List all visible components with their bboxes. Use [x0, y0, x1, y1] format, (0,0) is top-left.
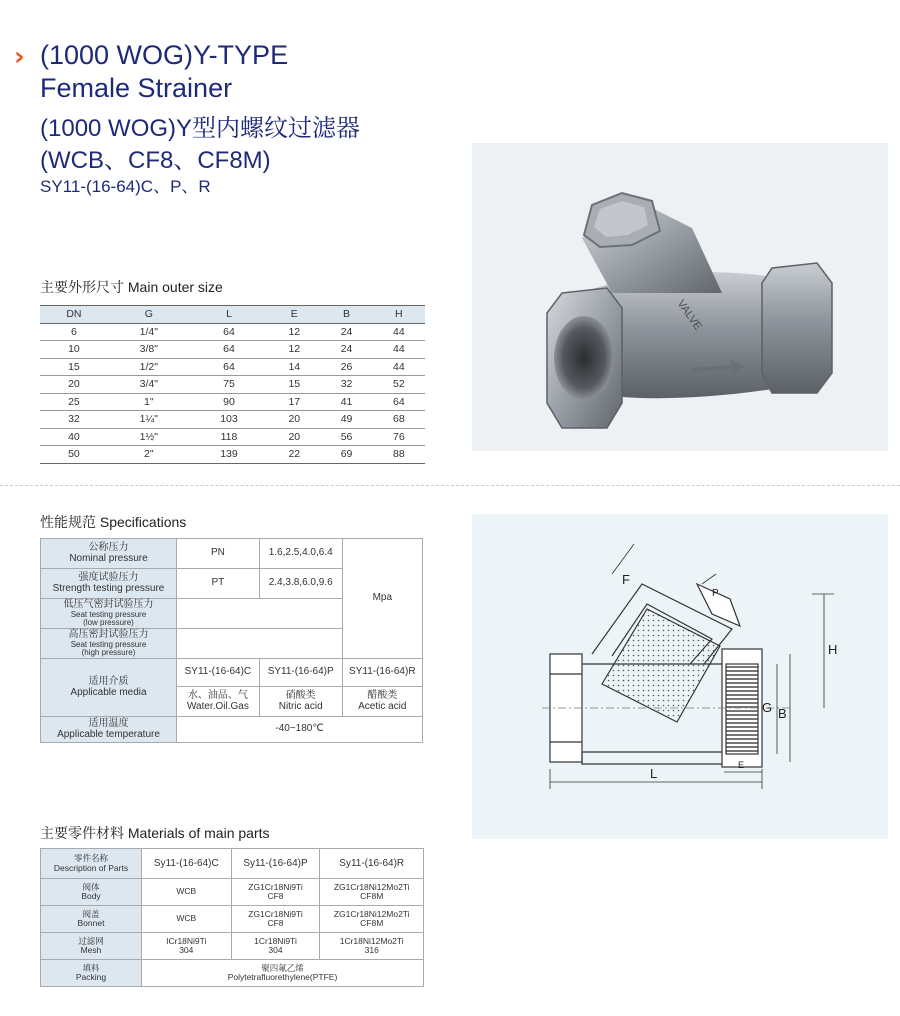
title-line-2: Female Strainer [40, 73, 233, 103]
seat-high-cn: 高压密封试验压力 [68, 629, 149, 641]
header-col-p: Sy11-(16-64)P [231, 849, 320, 879]
media-label [41, 659, 177, 717]
cell: 25 [40, 393, 108, 411]
header-dn: DN [40, 306, 108, 324]
header-e: E [268, 306, 320, 324]
cell: 41 [320, 393, 372, 411]
header-b: B [320, 306, 372, 324]
seat-low-val [177, 599, 343, 629]
mat-p1: ZG1Cr18Ni9Ti [248, 908, 303, 919]
part-cn: 填料 [82, 962, 100, 973]
materials-table-title: 主要零件材料 Materials of main parts [40, 825, 270, 841]
cell: 24 [320, 323, 372, 341]
mat-p [231, 906, 320, 933]
size-table-header [40, 306, 425, 324]
section-divider [0, 485, 900, 486]
table-row [40, 428, 425, 446]
temp-val: -40~180℃ [177, 717, 423, 743]
part-cn: 阀体 [82, 881, 100, 892]
seat-high-label [41, 629, 177, 659]
dim-label-g: G [762, 700, 773, 715]
cell: 3/8" [108, 341, 190, 359]
cell: 10 [40, 341, 108, 359]
packing-material [142, 960, 424, 987]
part-bonnet [41, 906, 142, 933]
mat-p [231, 933, 320, 960]
mat-c1: ICr18Ni9Ti [166, 935, 207, 946]
media-r-cn: 醋酸类 [367, 690, 398, 701]
mat-p2: 304 [268, 945, 283, 955]
cell: 20 [40, 376, 108, 394]
cell: 14 [268, 358, 320, 376]
seat-low-en2: (low pressure) [83, 617, 134, 627]
media-en: Applicable media [70, 686, 147, 698]
media-c-cn: 水、油品、气 [187, 690, 248, 701]
cell: 44 [373, 323, 425, 341]
mat-c2: 304 [179, 945, 194, 955]
table-row [40, 411, 425, 429]
cell: 64 [373, 393, 425, 411]
part-en: Packing [75, 972, 107, 982]
mat-p [231, 879, 320, 906]
mat-r [320, 879, 424, 906]
seat-low-cn: 低压气密封试验压力 [63, 599, 154, 611]
mat-p1: 1Cr18Ni9Ti [254, 935, 297, 946]
cell: 40 [40, 428, 108, 446]
cell: 1½" [108, 428, 190, 446]
pressure-unit: Mpa [342, 539, 422, 659]
strength-en: Strength testing pressure [52, 582, 165, 594]
seat-high-en2: (high pressure) [81, 647, 136, 657]
table-row [40, 376, 425, 394]
table-row [40, 446, 425, 464]
cell: 118 [190, 428, 268, 446]
seat-high-val [177, 629, 343, 659]
nominal-sym: PN [177, 539, 260, 569]
cell: 6 [40, 323, 108, 341]
model-r: SY11-(16-64)R [342, 659, 422, 687]
table-row [41, 879, 424, 906]
packing-val-en: Polytetrafluorethylene(PTFE) [227, 972, 338, 982]
part-packing [41, 960, 142, 987]
cell: 90 [190, 393, 268, 411]
mat-c: WCB [142, 906, 232, 933]
cell: 68 [373, 411, 425, 429]
mat-p2: CF8 [267, 891, 284, 901]
cell: 64 [190, 323, 268, 341]
size-table-title: 主要外形尺寸 Main outer size [40, 279, 223, 295]
cell: 12 [268, 323, 320, 341]
cell: 44 [373, 358, 425, 376]
mat-r1: 1Cr18Ni12Mo2Ti [339, 935, 404, 946]
header-l: L [190, 306, 268, 324]
mat-r2: CF8M [360, 918, 384, 928]
dim-label-b: B [778, 706, 787, 721]
cell: 26 [320, 358, 372, 376]
dim-label-e: E [738, 760, 745, 770]
cell: 22 [268, 446, 320, 464]
header-h: H [373, 306, 425, 324]
seat-low-label [41, 599, 177, 629]
title-line-5: SY11-(16-64)C、P、R [40, 177, 211, 196]
media-r-en: Acetic acid [358, 700, 407, 712]
title-line-1: (1000 WOG)Y-TYPE [40, 40, 289, 70]
brand-mark: VALVE [674, 297, 704, 333]
table-row [40, 358, 425, 376]
technical-drawing [472, 514, 888, 839]
dim-label-f: F [622, 572, 630, 587]
strainer-photo-illustration [472, 143, 888, 451]
table-row [41, 906, 424, 933]
cell: 1¼" [108, 411, 190, 429]
title-line-3: (1000 WOG)Y型内螺纹过滤器 [40, 115, 361, 142]
cell: 1" [108, 393, 190, 411]
strength-sym: PT [177, 569, 260, 599]
nominal-val: 1.6,2.5,4.0,6.4 [259, 539, 342, 569]
cell: 1/2" [108, 358, 190, 376]
strength-cn: 强度试验压力 [78, 572, 139, 583]
temp-cn: 适用温度 [88, 718, 129, 729]
cell: 20 [268, 428, 320, 446]
spec-row-temp [41, 717, 423, 743]
cell: 64 [190, 358, 268, 376]
part-en: Bonnet [77, 918, 105, 928]
part-en: Mesh [80, 945, 102, 955]
dim-label-h: H [828, 642, 838, 657]
spec-table-title: 性能规范 Specifications [40, 514, 187, 530]
cell: 44 [373, 341, 425, 359]
mat-r2: CF8M [360, 891, 384, 901]
cell: 15 [268, 376, 320, 394]
cell: 88 [373, 446, 425, 464]
model-c: SY11-(16-64)C [177, 659, 260, 687]
mat-r [320, 906, 424, 933]
header-parts-cn: 零件名称 [73, 853, 108, 864]
seat-high-en: Seat testing pressure [70, 639, 147, 649]
cell: 139 [190, 446, 268, 464]
dim-label-l: L [650, 766, 658, 781]
cell: 32 [40, 411, 108, 429]
mat-r2: 316 [364, 945, 379, 955]
cell: 2" [108, 446, 190, 464]
mat-c: WCB [142, 879, 232, 906]
part-cn: 过滤网 [78, 935, 104, 946]
cell: 64 [190, 341, 268, 359]
mat-r1: ZG1Cr18Ni12Mo2Ti [333, 908, 410, 919]
cell: 56 [320, 428, 372, 446]
cell: 103 [190, 411, 268, 429]
media-cn: 适用介质 [88, 676, 129, 687]
part-body [41, 879, 142, 906]
cell: 24 [320, 341, 372, 359]
table-row [40, 341, 425, 359]
header-g: G [108, 306, 190, 324]
cell: 15 [40, 358, 108, 376]
media-p-cn: 硝酸类 [285, 690, 316, 701]
nominal-label [41, 539, 177, 569]
part-mesh [41, 933, 142, 960]
cell: 1/4" [108, 323, 190, 341]
spec-row-nominal [41, 539, 423, 569]
cell: 20 [268, 411, 320, 429]
cell: 17 [268, 393, 320, 411]
size-table [40, 305, 425, 464]
nominal-en: Nominal pressure [69, 552, 148, 564]
mat-r1: ZG1Cr18Ni12Mo2Ti [333, 881, 410, 892]
materials-table [40, 848, 424, 987]
spec-table [40, 538, 423, 743]
media-p-en: Nitric acid [278, 700, 323, 712]
chevron-right-icon: › [14, 42, 25, 72]
header-parts-en: Description of Parts [53, 862, 129, 873]
cell: 3/4" [108, 376, 190, 394]
cell: 49 [320, 411, 372, 429]
cell: 32 [320, 376, 372, 394]
cell: 52 [373, 376, 425, 394]
materials-header [41, 849, 424, 879]
media-p [259, 687, 342, 717]
table-row [41, 933, 424, 960]
cell: 12 [268, 341, 320, 359]
packing-val-cn: 聚四氟乙烯 [261, 962, 304, 973]
mat-r [320, 933, 424, 960]
table-row [41, 960, 424, 987]
nominal-cn: 公称压力 [88, 542, 129, 553]
cell: 75 [190, 376, 268, 394]
mat-p2: CF8 [267, 918, 284, 928]
dim-label-p: P [712, 588, 719, 599]
header-col-c: Sy11-(16-64)C [142, 849, 232, 879]
strainer-section-drawing [472, 514, 888, 839]
part-en: Body [81, 891, 101, 901]
cell: 69 [320, 446, 372, 464]
media-c-en: Water.Oil.Gas [186, 700, 249, 712]
media-r [342, 687, 422, 717]
model-p: SY11-(16-64)P [259, 659, 342, 687]
header-col-r: Sy11-(16-64)R [320, 849, 424, 879]
cell: 76 [373, 428, 425, 446]
strength-val: 2.4,3.8,6.0,9.6 [259, 569, 342, 599]
part-cn: 阀盖 [82, 908, 100, 919]
mat-p1: ZG1Cr18Ni9Ti [248, 881, 303, 892]
product-photo [472, 143, 888, 451]
cell: 50 [40, 446, 108, 464]
temp-label [41, 717, 177, 743]
title-line-4: (WCB、CF8、CF8M) [40, 147, 271, 174]
strength-label [41, 569, 177, 599]
table-row [40, 323, 425, 341]
temp-en: Applicable temperature [57, 728, 160, 740]
seat-low-en: Seat testing pressure [70, 609, 147, 619]
media-c [177, 687, 260, 717]
header-parts [41, 849, 142, 879]
spec-row-media-models [41, 659, 423, 687]
table-row [40, 393, 425, 411]
mat-c [142, 933, 232, 960]
